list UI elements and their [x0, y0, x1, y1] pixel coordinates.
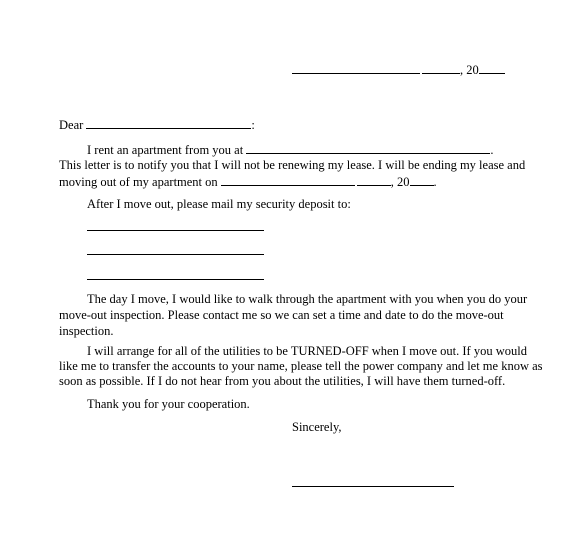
landlord-name-blank[interactable]	[86, 116, 251, 129]
date-line	[292, 61, 505, 78]
para3-line2: move-out inspection. Please contact me so we can set a time and date to do the move-out	[59, 308, 504, 322]
closing-text: Sincerely,	[292, 420, 342, 434]
para3-line3: inspection.	[59, 324, 114, 338]
para1-line3	[59, 173, 437, 190]
para1-line3-period: .	[433, 175, 437, 189]
date-year-blank[interactable]	[479, 61, 505, 74]
forwarding-address-line-3[interactable]	[87, 279, 264, 280]
apartment-address-blank[interactable]	[246, 141, 490, 154]
date-year-prefix: , 20	[460, 63, 479, 77]
para2-text: After I move out, please mail my security deposit to:	[87, 197, 351, 211]
para1-line1-period: .	[490, 143, 494, 157]
para1-line3-text: moving out of my apartment on	[59, 175, 218, 189]
para1-line1	[87, 141, 493, 158]
date-day-blank[interactable]	[422, 61, 460, 74]
para4-line1: I will arrange for all of the utilities to be TURNED-OFF when I move out. If you would	[87, 344, 527, 358]
salutation-dear: Dear	[59, 118, 84, 132]
moveout-year-blank[interactable]	[410, 173, 434, 186]
forwarding-address-line-2[interactable]	[87, 254, 264, 255]
date-month-day-blank[interactable]	[292, 61, 420, 74]
forwarding-address-line-1[interactable]	[87, 230, 264, 231]
thanks-text: Thank you for your cooperation.	[87, 397, 250, 411]
signature-line[interactable]	[292, 486, 454, 487]
salutation-colon: :	[251, 118, 255, 132]
para1-line1-text: I rent an apartment from you at	[87, 143, 244, 157]
para1-line2: This letter is to notify you that I will not be renewing my lease. I will be ending my lease and	[59, 158, 526, 172]
salutation	[59, 116, 255, 133]
para3-line1: The day I move, I would like to walk through the apartment with you when you do your	[87, 292, 528, 306]
para4-line3: soon as possible. If I do not hear from you about the utilities, I will have them turned-off.	[59, 374, 506, 388]
moveout-day-blank[interactable]	[357, 173, 391, 186]
moveout-date-blank[interactable]	[221, 173, 355, 186]
para4-line2: like me to transfer the accounts to your name, please tell the power company and let me know as	[59, 359, 543, 373]
moveout-year-prefix: , 20	[390, 175, 410, 189]
